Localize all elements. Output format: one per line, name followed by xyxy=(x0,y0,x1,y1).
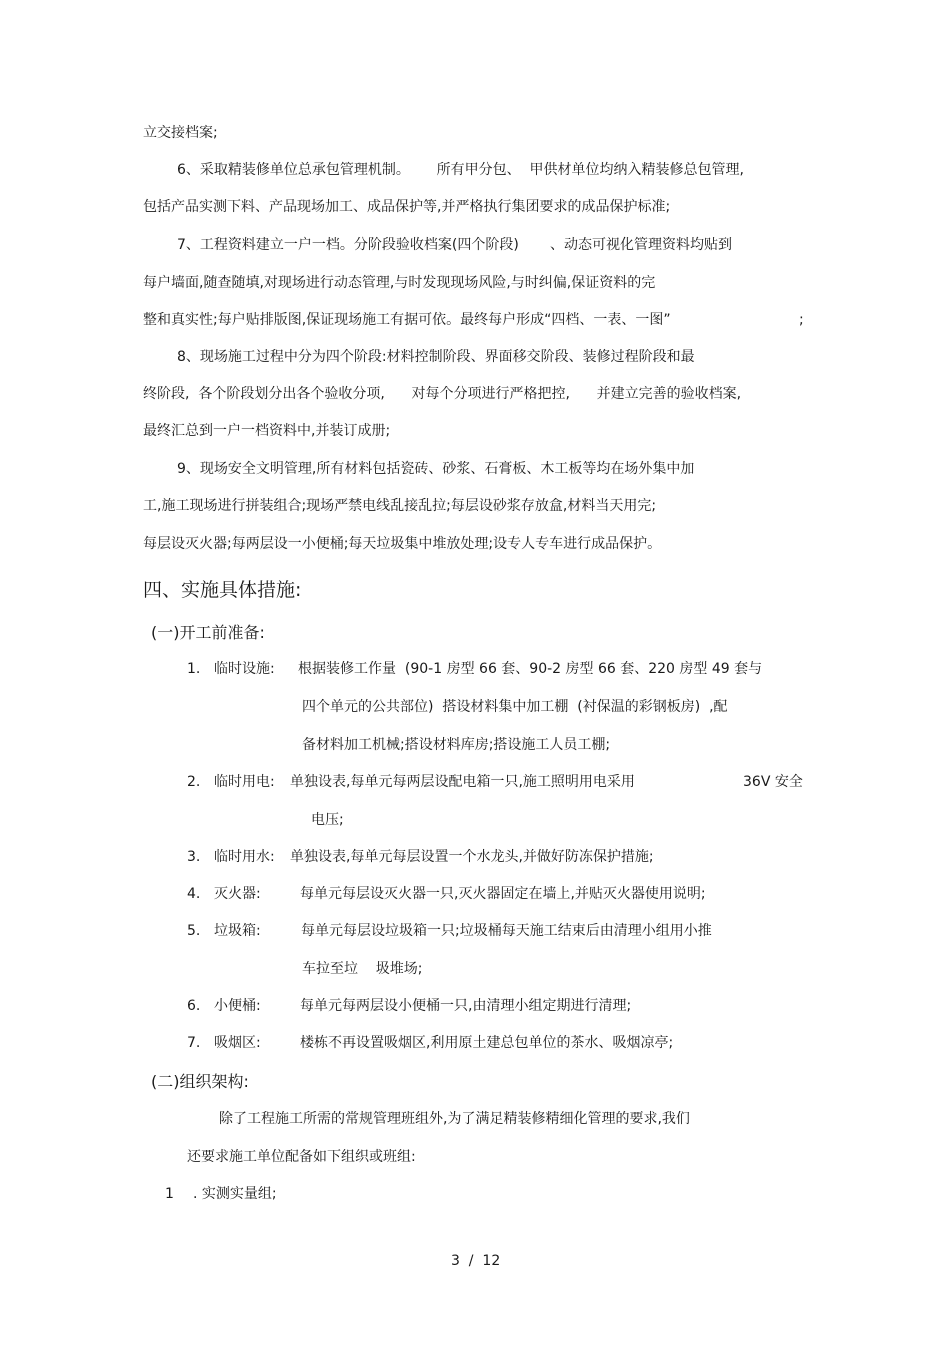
list-number: 3. xyxy=(187,849,201,865)
list-number: 2. xyxy=(187,774,201,790)
paragraph-line: 8、现场施工过程中分为四个阶段:材料控制阶段、界面移交阶段、装修过程阶段和最 xyxy=(177,349,695,365)
list-label: 小便桶: xyxy=(214,998,261,1014)
list-text: 楼栋不再设置吸烟区,利用原土建总包单位的茶水、吸烟凉亭; xyxy=(300,1035,674,1051)
paragraph-line: 还要求施工单位配备如下组织或班组: xyxy=(187,1149,416,1165)
paragraph-line: 整和真实性;每户贴排版图,保证现场施工有据可依。最终每户形成“四档、一表、一图” xyxy=(143,312,671,328)
paragraph-line: 立交接档案; xyxy=(143,125,218,141)
list-number: 7. xyxy=(187,1035,201,1051)
list-number: 6. xyxy=(187,998,201,1014)
subsection-heading: (一)开工前准备: xyxy=(151,623,265,642)
paragraph-line: 6、采取精装修单位总承包管理机制。 所有甲分包、 甲供材单位均纳入精装修总包管理, xyxy=(177,162,744,178)
list-text: 单独设表,每单元每层设置一个水龙头,并做好防冻保护措施; xyxy=(290,849,654,865)
list-label: 临时用电: xyxy=(214,774,275,790)
paragraph-line: 最终汇总到一户一档资料中,并装订成册; xyxy=(143,423,391,439)
list-text: 每单元每层设垃圾箱一只;垃圾桶每天施工结束后由清理小组用小推 xyxy=(301,923,712,939)
list-text: 电压; xyxy=(311,812,344,828)
list-text: 每单元每两层设小便桶一只,由清理小组定期进行清理; xyxy=(300,998,632,1014)
page-number: 3 / 12 xyxy=(451,1253,501,1269)
list-text: . 实测实量组; xyxy=(193,1186,277,1202)
list-text: 四个单元的公共部位) 搭设材料集中加工棚 (衬保温的彩钢板房) ,配 xyxy=(302,699,728,715)
paragraph-line: 每层设灭火器;每两层设一小便桶;每天垃圾集中堆放处理;设专人专车进行成品保护。 xyxy=(143,536,662,552)
list-label: 临时设施: xyxy=(214,661,275,677)
list-number: 4. xyxy=(187,886,201,902)
paragraph-line: 7、工程资料建立一户一档。分阶段验收档案(四个阶段) 、动态可视化管理资料均贴到 xyxy=(177,237,732,253)
paragraph-line: 终阶段, 各个阶段划分出各个验收分项, 对每个分项进行严格把控, 并建立完善的验收档案, xyxy=(143,386,742,402)
list-text: 每单元每层设灭火器一只,灭火器固定在墙上,并贴灭火器使用说明; xyxy=(300,886,706,902)
paragraph-line: 包括产品实测下料、产品现场加工、成品保护等,并严格执行集团要求的成品保护标准; xyxy=(143,199,671,215)
list-text: 备材料加工机械;搭设材料库房;搭设施工人员工棚; xyxy=(302,737,611,753)
paragraph-line: 除了工程施工所需的常规管理班组外,为了满足精装修精细化管理的要求,我们 xyxy=(219,1111,690,1127)
list-label: 临时用水: xyxy=(214,849,275,865)
paragraph-line-end: ; xyxy=(799,312,804,328)
section-heading: 四、实施具体措施: xyxy=(143,579,302,601)
list-text: 36V 安全 xyxy=(743,774,803,790)
list-text: 单独设表,每单元每两层设配电箱一只,施工照明用电采用 xyxy=(290,774,635,790)
list-label: 灭火器: xyxy=(214,886,261,902)
paragraph-line: 每户墙面,随查随填,对现场进行动态管理,与时发现现场风险,与时纠偏,保证资料的完 xyxy=(143,275,656,291)
paragraph-line: 工,施工现场进行拼装组合;现场严禁电线乱接乱拉;每层设砂浆存放盒,材料当天用完; xyxy=(143,498,657,514)
paragraph-line: 9、现场安全文明管理,所有材料包括瓷砖、砂浆、石膏板、木工板等均在场外集中加 xyxy=(177,461,695,477)
list-number: 1. xyxy=(187,661,201,677)
list-label: 吸烟区: xyxy=(214,1035,261,1051)
list-label: 垃圾箱: xyxy=(214,923,261,939)
list-number: 5. xyxy=(187,923,201,939)
list-text: 车拉至垃 圾堆场; xyxy=(302,961,423,977)
list-number: 1 xyxy=(165,1186,174,1202)
subsection-heading: (二)组织架构: xyxy=(151,1072,249,1091)
list-text: 根据装修工作量 (90-1 房型 66 套、90-2 房型 66 套、220 房型 49 套与 xyxy=(298,661,763,677)
